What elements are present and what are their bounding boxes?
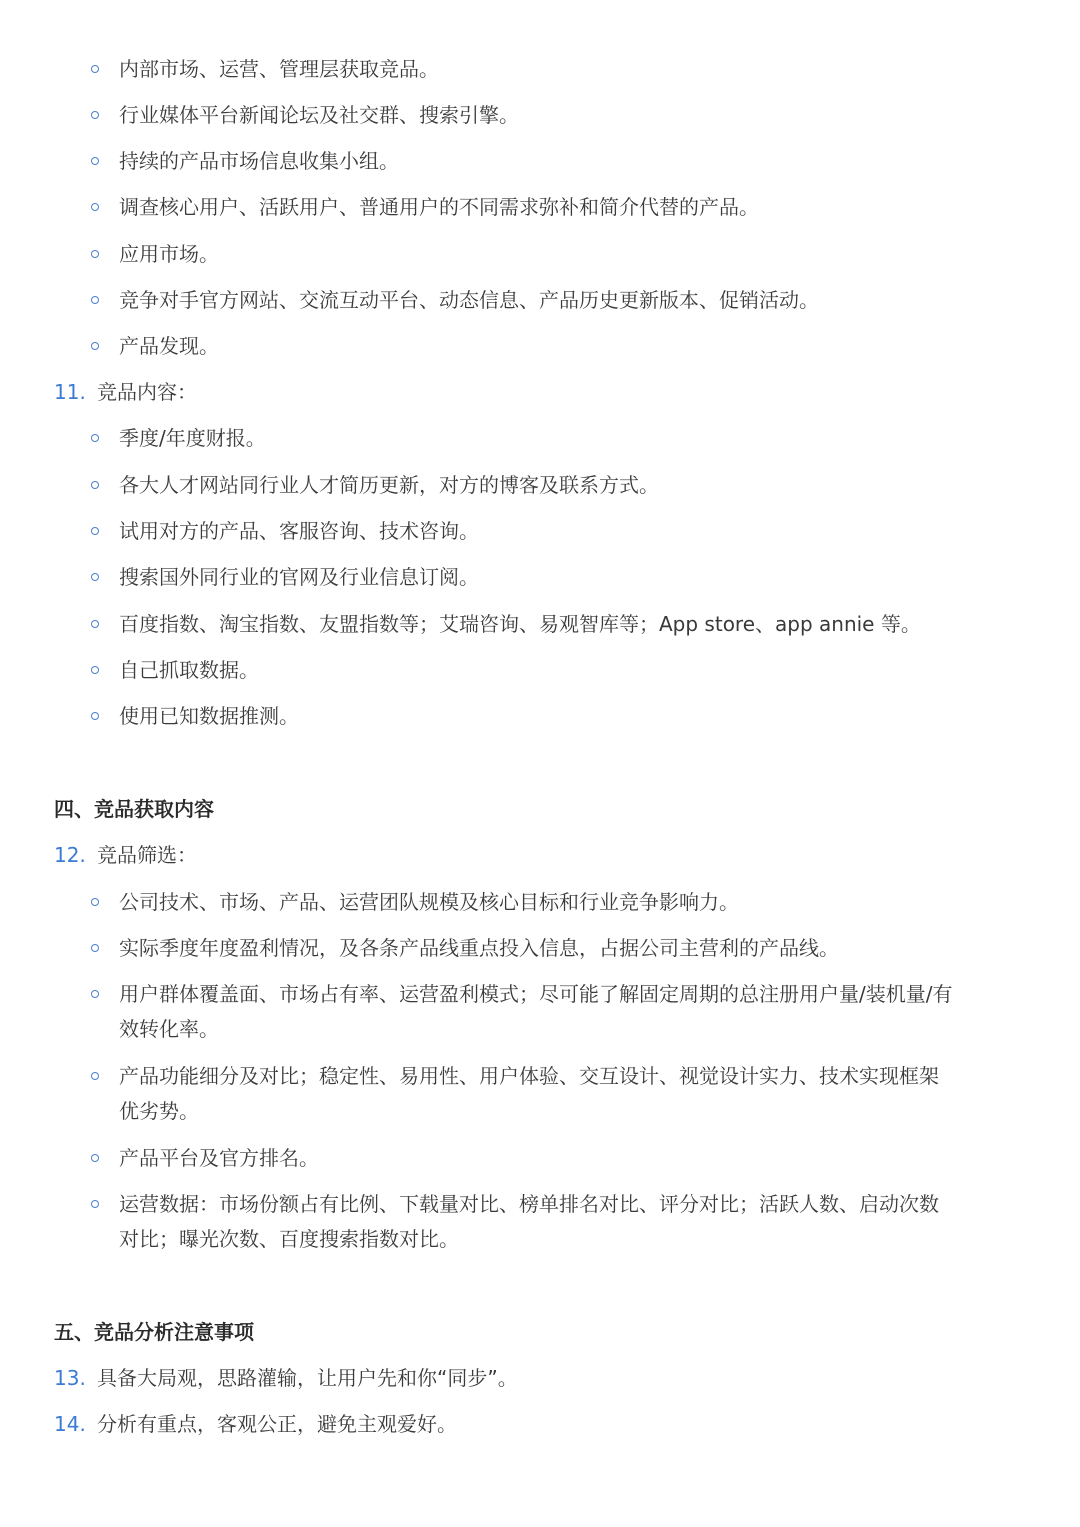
list-item: 内部市场、运营、管理层获取竞品。 [119,57,439,81]
list-item-text: 分析有重点，客观公正，避免主观爱好。 [97,1412,457,1436]
bullet-icon [90,1141,102,1176]
bullet-icon [90,283,102,318]
bullet-icon [90,560,102,595]
bullet-icon [90,52,102,87]
list-item: 运营数据：市场份额占有比例、下载量对比、榜单排名对比、评分对比；活跃人数、启动次数 [119,1192,939,1216]
list-item-heading: 竞品筛选： [97,843,197,867]
list-number: 13. [54,1366,86,1390]
bullet-icon [90,607,102,642]
list-item: 产品平台及官方排名。 [119,1146,319,1170]
list-item-continuation: 对比；曝光次数、百度搜索指数对比。 [119,1227,459,1251]
list-item-continuation: 效转化率。 [119,1017,219,1041]
list-item: 应用市场。 [119,242,219,266]
list-item: 试用对方的产品、客服咨询、技术咨询。 [119,519,479,543]
section-heading: 四、竞品获取内容 [54,797,214,821]
list-item: 季度/年度财报。 [119,426,266,450]
bullet-icon [90,468,102,503]
list-item: 持续的产品市场信息收集小组。 [119,149,399,173]
list-item: 实际季度年度盈利情况，及各条产品线重点投入信息，占据公司主营利的产品线。 [119,936,839,960]
list-item: 各大人才网站同行业人才简历更新，对方的博客及联系方式。 [119,473,659,497]
bullet-icon [90,931,102,966]
list-item: 调查核心用户、活跃用户、普通用户的不同需求弥补和简介代替的产品。 [119,195,759,219]
section-heading: 五、竞品分析注意事项 [54,1320,254,1344]
list-item: 产品发现。 [119,334,219,358]
list-item: 搜索国外同行业的官网及行业信息订阅。 [119,565,479,589]
bullet-icon [90,190,102,225]
list-item: 产品功能细分及对比；稳定性、易用性、用户体验、交互设计、视觉设计实力、技术实现框架 [119,1064,939,1088]
list-item: 使用已知数据推测。 [119,704,299,728]
list-item-text: 具备大局观，思路灌输，让用户先和你“同步”。 [97,1366,518,1390]
bullet-icon [90,237,102,272]
bullet-icon [90,421,102,456]
bullet-icon [90,329,102,364]
list-number: 11. [54,380,86,404]
list-number: 14. [54,1412,86,1436]
bullet-icon [90,144,102,179]
list-number: 12. [54,843,86,867]
list-item: 百度指数、淘宝指数、友盟指数等；艾瑞咨询、易观智库等；App store、app annie 等。 [119,612,921,636]
list-item: 竞争对手官方网站、交流互动平台、动态信息、产品历史更新版本、促销活动。 [119,288,819,312]
bullet-icon [90,885,102,920]
list-item: 自己抓取数据。 [119,658,259,682]
list-item: 公司技术、市场、产品、运营团队规模及核心目标和行业竞争影响力。 [119,890,739,914]
bullet-icon [90,514,102,549]
list-item-continuation: 优劣势。 [119,1099,199,1123]
bullet-icon [90,977,102,1012]
list-item: 用户群体覆盖面、市场占有率、运营盈利模式；尽可能了解固定周期的总注册用户量/装机量/有 [119,982,953,1006]
bullet-icon [90,1187,102,1222]
list-item: 行业媒体平台新闻论坛及社交群、搜索引擎。 [119,103,519,127]
bullet-icon [90,1059,102,1094]
bullet-icon [90,699,102,734]
bullet-icon [90,653,102,688]
bullet-icon [90,98,102,133]
list-item-heading: 竞品内容： [97,380,197,404]
